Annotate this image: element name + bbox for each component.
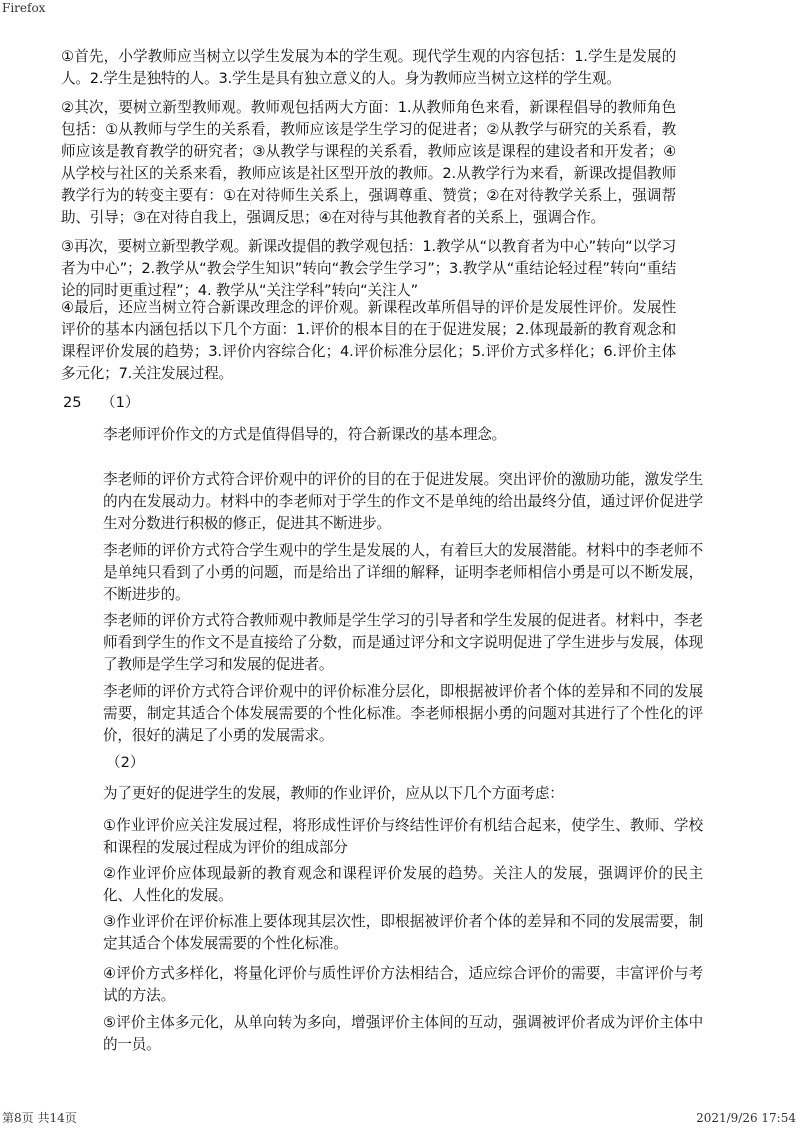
paragraph-teaching-view: ③再次，要树立新型教学观。新课改提倡的教学观包括：1.教学从“以教育者为中心”转向“以学习者为中心”；2.教学从“教会学生知识”转向“教会学生学习”；3.教学从“重结论轻过程”转向“重结论的同时更重过程”；4. 教学从“关注学科”转向“关注人” xyxy=(61,238,676,299)
part2-point: ④评价方式多样化，将量化评价与质性评价方法相结合，适应综合评价的需要，丰富评价与考试的方法。 xyxy=(103,965,703,1004)
part2-point: ①作业评价应关注发展过程，将形成性评价与终结性评价有机结合起来，使学生、教师、学校和课程的发展过程成为评价的组成部分 xyxy=(103,817,703,856)
print-datetime: 2021/9/26 17:54 xyxy=(696,1111,796,1125)
part2-point: ⑤评价主体多元化，从单向转为多向，增强评价主体间的互动，强调被评价者成为评价主体中的一员。 xyxy=(103,1014,703,1053)
question-number: 25 xyxy=(63,394,82,411)
paragraph-teacher-view: ②其次，要树立新型教师观。教师观包括两大方面：1.从教师角色来看，新课程倡导的教师角色包括：①从教师与学生的关系看，教师应该是学生学习的促进者；②从教学与研究的关系看，教师应该是教育教学的研究者；③从教学与课程的关系看，教师应该是课程的建设者和开发者；④从学校与社区的关系来看，教师应该是社区型开放的教师。2.从教学行为来看，新课改提倡教师教学行为的转变主要有：①在对待师生关系上，强调尊重、赞赏；②在对待教学关系上，强调帮助、引导；③在对待自我上，强调反思；④在对待与其他教育者的关系上，强调合作。 xyxy=(61,99,676,226)
part2-intro: 为了更好的促进学生的发展，教师的作业评价，应从以下几个方面考虑： xyxy=(103,785,564,802)
paragraph-student-view: ①首先，小学教师应当树立以学生发展为本的学生观。现代学生观的内容包括：1.学生是发展的人。2.学生是独特的人。3.学生是具有独立意义的人。身为教师应当树立这样的学生观。 xyxy=(61,48,676,87)
paragraph-evaluation-view: ④最后，还应当树立符合新课改理念的评价观。新课程改革所倡导的评价是发展性评价。发展性评价的基本内涵包括以下几个方面：1.评价的根本目的在于促进发展；2.体现最新的教育观念和课程评价发展的趋势；3.评价内容综合化；4.评价标准分层化；5.评价方式多样化；6.评价主体多元化；7.关注发展过程。 xyxy=(61,299,676,382)
part2-label: （2） xyxy=(106,754,145,771)
part2-point: ②作业评价应体现最新的教育观念和课程评价发展的趋势。关注人的发展，强调评价的民主化、人性化的发展。 xyxy=(103,865,703,904)
part1-label: （1） xyxy=(101,394,140,411)
part1-point: 李老师的评价方式符合评价观中的评价标准分层化，即根据被评价者个体的差异和不同的发展需要，制定其适合个体发展需要的个性化标准。李老师根据小勇的问题对其进行了个性化的评价，很好的满足了小勇的发展需求。 xyxy=(103,683,703,744)
part1-point: 李老师的评价方式符合评价观中的评价的目的在于促进发展。突出评价的激励功能，激发学生的内在发展动力。材料中的李老师对于学生的作文不是单纯的给出最终分值，通过评价促进学生对分数进行积极的修正，促进其不断进步。 xyxy=(103,471,703,532)
part2-point: ③作业评价在评价标准上要体现其层次性，即根据被评价者个体的差异和不同的发展需要，制定其适合个体发展需要的个性化标准。 xyxy=(103,913,703,952)
part1-point: 李老师的评价方式符合学生观中的学生是发展的人，有着巨大的发展潜能。材料中的李老师不是单纯只看到了小勇的问题，而是给出了详细的解释，证明李老师相信小勇是可以不断发展，不断进步的。 xyxy=(103,542,703,603)
part1-intro: 李老师评价作文的方式是值得倡导的，符合新课改的基本理念。 xyxy=(103,426,507,443)
page-indicator: 第8页 共14页 xyxy=(2,1111,77,1125)
part1-point: 李老师的评价方式符合教师观中教师是学生学习的引导者和学生发展的促进者。材料中，李老师看到学生的作文不是直接给了分数，而是通过评分和文字说明促进了学生进步与发展，体现了教师是学生学习和发展的促进者。 xyxy=(103,612,703,673)
browser-title: Firefox xyxy=(2,1,46,15)
